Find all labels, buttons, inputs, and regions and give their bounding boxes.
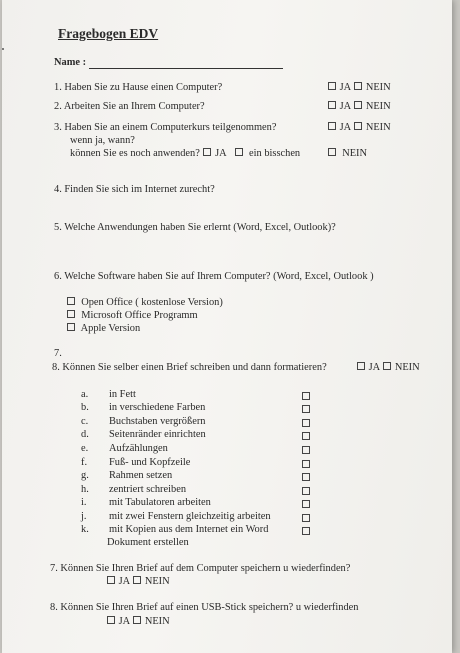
questionnaire-page <box>2 0 452 653</box>
no-checkbox[interactable] <box>328 148 336 156</box>
item-checkbox[interactable] <box>302 487 310 495</box>
software-option-1[interactable]: Open Office ( kostenlose Version) <box>66 297 223 309</box>
question-save-computer: 7. Können Sie Ihren Brief auf dem Computer speichern u wiederfinden? <box>50 563 351 574</box>
bit-checkbox[interactable] <box>235 148 243 156</box>
no-checkbox[interactable] <box>354 122 362 130</box>
option-checkbox[interactable] <box>67 297 75 305</box>
no-checkbox[interactable] <box>133 616 141 624</box>
list-item-text: Aufzählungen <box>109 443 168 454</box>
answer-choices-save-usb: JA NEIN <box>106 616 170 628</box>
list-item-letter: b. <box>81 402 89 413</box>
list-item-letter: d. <box>81 429 89 440</box>
answer-choices-save-computer: JA NEIN <box>106 576 170 588</box>
item-checkbox[interactable] <box>302 514 310 522</box>
list-item-text: in verschiedene Farben <box>109 402 206 413</box>
list-item-letter: g. <box>81 470 89 481</box>
list-item-text: Buchstaben vergrößern <box>109 416 206 427</box>
list-item-letter: e. <box>81 443 89 454</box>
question-3-sub-when: wenn ja, wann? <box>70 135 135 146</box>
yes-checkbox[interactable] <box>107 576 115 584</box>
item-checkbox[interactable] <box>302 432 310 440</box>
item-checkbox[interactable] <box>302 446 310 454</box>
list-item-text: mit zwei Fenstern gleichzeitig arbeiten <box>109 511 271 522</box>
yes-checkbox[interactable] <box>328 122 336 130</box>
list-item-text: Fuß- und Kopfzeile <box>109 457 191 468</box>
list-item-letter: k. <box>81 524 89 535</box>
option-checkbox[interactable] <box>67 310 75 318</box>
page-title: Fragebogen EDV <box>58 26 159 41</box>
answer-choices-3: JA NEIN <box>327 122 391 134</box>
list-item-letter: j. <box>81 511 87 522</box>
question-3: 3. Haben Sie an einem Computerkurs teilgenommen? <box>54 122 277 133</box>
item-checkbox[interactable] <box>302 392 310 400</box>
question-4: 4. Finden Sie sich im Internet zurecht? <box>54 184 215 195</box>
no-checkbox[interactable] <box>354 101 362 109</box>
list-item-letter: f. <box>81 457 88 468</box>
item-checkbox[interactable] <box>302 500 310 508</box>
list-item-text: zentriert schreiben <box>109 484 187 495</box>
answer-choices-2: JA NEIN <box>327 101 391 113</box>
list-item-text: mit Kopien aus dem Internet ein Word <box>109 524 269 535</box>
question-3-sub-apply: können Sie es noch anwenden? JA ein bisschen <box>70 148 301 159</box>
list-item-text: Seitenränder einrichten <box>109 429 206 440</box>
question-1: 1. Haben Sie zu Hause einen Computer? <box>54 82 223 93</box>
item-checkbox[interactable] <box>302 460 310 468</box>
question-8: 8. Können Sie selber einen Brief schreiben und dann formatieren? <box>52 362 327 373</box>
list-item-text: in Fett <box>109 389 136 400</box>
option-checkbox[interactable] <box>67 323 75 331</box>
list-item-letter: h. <box>81 484 89 495</box>
answer-choices-1: JA NEIN <box>327 82 391 94</box>
name-label: Name : <box>54 57 87 68</box>
no-checkbox[interactable] <box>133 576 141 584</box>
no-checkbox[interactable] <box>383 362 391 370</box>
item-checkbox[interactable] <box>302 405 310 413</box>
no-checkbox[interactable] <box>354 82 362 90</box>
name-field-line[interactable] <box>89 68 283 69</box>
yes-checkbox[interactable] <box>203 148 211 156</box>
list-item-text-continued: Dokument erstellen <box>107 537 189 548</box>
list-item-text: Rahmen setzen <box>109 470 173 481</box>
question-7: 7. <box>54 348 62 359</box>
answer-choices-8: JA NEIN <box>356 362 420 374</box>
list-item-letter: c. <box>81 416 89 427</box>
question-5: 5. Welche Anwendungen haben Sie erlernt (Word, Excel, Outlook)? <box>54 222 336 233</box>
item-checkbox[interactable] <box>302 419 310 427</box>
item-checkbox[interactable] <box>302 473 310 481</box>
yes-checkbox[interactable] <box>357 362 365 370</box>
list-item-text: mit Tabulatoren arbeiten <box>109 497 211 508</box>
yes-checkbox[interactable] <box>107 616 115 624</box>
list-item-letter: a. <box>81 389 89 400</box>
punch-mark <box>2 48 4 50</box>
question-6: 6. Welche Software haben Sie auf Ihrem Computer? (Word, Excel, Outlook ) <box>54 271 374 282</box>
question-save-usb: 8. Können Sie Ihren Brief auf einen USB-Stick speichern? u wiederfinden <box>50 602 359 613</box>
list-item-letter: i. <box>81 497 87 508</box>
answer-no-3-sub: NEIN <box>327 148 367 160</box>
software-option-3[interactable]: Apple Version <box>66 323 140 335</box>
question-2: 2. Arbeiten Sie an Ihrem Computer? <box>54 101 205 112</box>
software-option-2[interactable]: Microsoft Office Programm <box>66 310 198 322</box>
yes-checkbox[interactable] <box>328 82 336 90</box>
item-checkbox[interactable] <box>302 527 310 535</box>
yes-checkbox[interactable] <box>328 101 336 109</box>
